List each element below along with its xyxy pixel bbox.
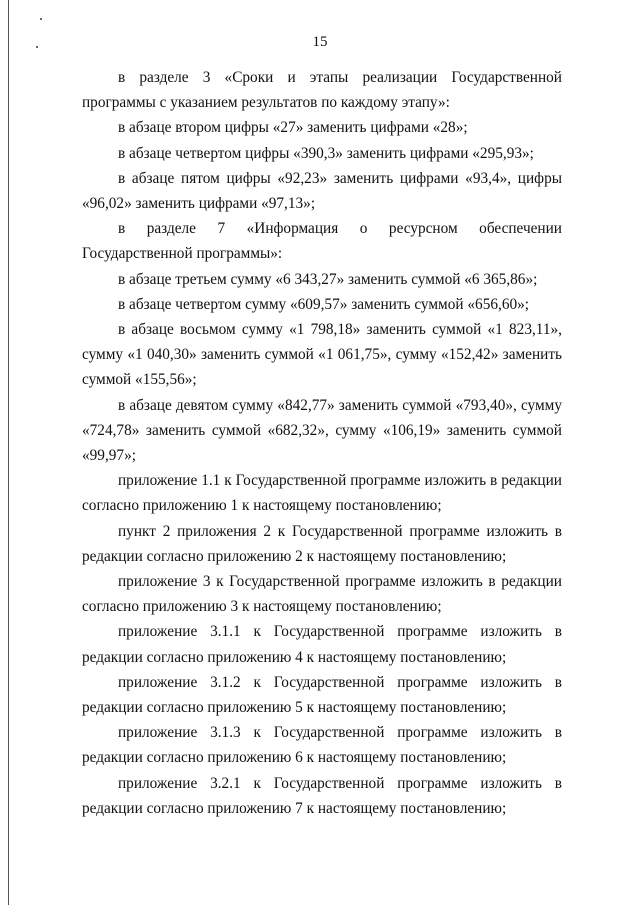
paragraph: в абзаце пятом цифры «92,23» заменить цифрами «93,4», цифры «96,02» заменить цифрами «97,13»; [82,169,562,213]
scan-left-edge [8,0,9,905]
paragraph: приложение 3.1.2 к Государственной программе изложить в редакции согласно приложению 5 к настоящему постановлению; [82,673,562,717]
document-body [82,65,562,821]
paragraph: в абзаце третьем сумму «6 343,27» заменить суммой «6 365,86»; [118,270,538,288]
paragraph: приложение 3.2.1 к Государственной программе изложить в редакции согласно приложению 7 к настоящему постановлению; [82,774,562,817]
paragraph: приложение 3.1.3 к Государственной программе изложить в редакции согласно приложению 6 к настоящему постановлению; [82,724,562,767]
paragraph: в абзаце четвертом цифры «390,3» заменить цифрами «295,93»; [118,144,534,162]
paragraph: приложение 1.1 к Государственной программе изложить в редакции согласно приложению 1 к настоящему постановлению; [82,472,562,515]
paragraph: в разделе 7 «Информация о ресурсном обеспечении Государственной программы»: [82,220,562,263]
paragraph: в абзаце втором цифры «27» заменить цифрами «28»; [118,119,468,137]
paragraph: в абзаце девятом сумму «842,77» заменить суммой «793,40», сумму «724,78» заменить суммой «682,32», сумму «106,19» заменить суммой «99,97»; [82,396,562,465]
paragraph: приложение 3 к Государственной программе изложить в редакции согласно приложению 3 к настоящему постановлению; [82,573,562,616]
paragraph: в абзаце четвертом сумму «609,57» заменить суммой «656,60»; [118,295,530,313]
paragraph: приложение 3.1.1 к Государственной программе изложить в редакции согласно приложению 4 к настоящему постановлению; [82,623,562,666]
paragraph: пункт 2 приложения 2 к Государственной программе изложить в редакции согласно приложению 2 к настоящему постановлению; [82,522,562,565]
page-number: 15 [312,34,328,50]
scan-speck [40,18,42,20]
paragraph: в абзаце восьмом сумму «1 798,18» заменить суммой «1 823,11», сумму «1 040,30» заменить суммой «1 061,75», сумму «152,42» заменить суммой «155,56»; [82,321,562,389]
paragraph: в разделе 3 «Сроки и этапы реализации Государственной программы с указанием результатов по каждому этапу»: [82,69,562,112]
